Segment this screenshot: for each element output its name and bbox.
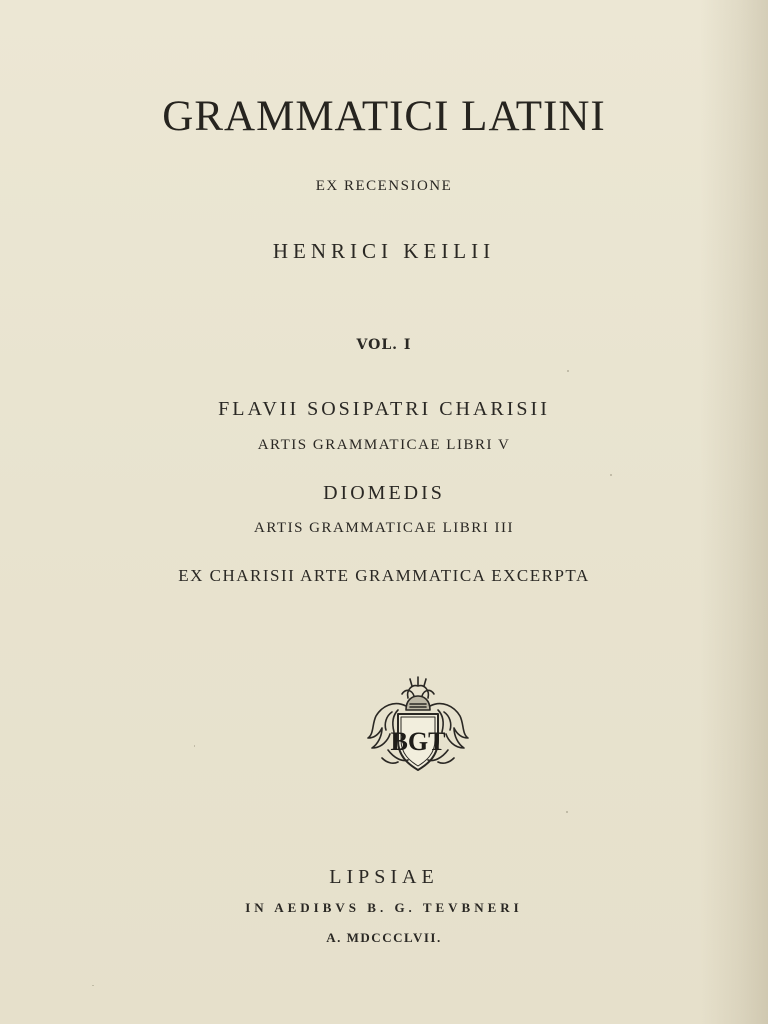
imprint-city: LIPSIAE bbox=[329, 866, 439, 888]
paper-speck bbox=[194, 745, 195, 747]
author-diomedes: DIOMEDIS bbox=[323, 482, 445, 504]
paper-speck bbox=[567, 370, 569, 372]
editor-name: HENRICI KEILII bbox=[272, 239, 496, 263]
imprint-publisher: IN AEDIBVS B. G. TEVBNERI bbox=[245, 900, 523, 915]
main-title: GRAMMATICI LATINI bbox=[162, 93, 606, 140]
excerpta-line: EX CHARISII ARTE GRAMMATICA EXCERPTA bbox=[178, 566, 590, 585]
emblem-monogram: BGT bbox=[390, 727, 446, 756]
paper-speck bbox=[92, 985, 94, 986]
paper-speck bbox=[610, 474, 612, 476]
volume-number: VOL. I bbox=[356, 337, 412, 353]
work-diomedes: ARTIS GRAMMATICAE LIBRI III bbox=[253, 520, 514, 536]
paper-speck bbox=[566, 811, 568, 813]
author-charisius: FLAVII SOSIPATRI CHARISII bbox=[218, 398, 550, 420]
publisher-device-emblem-icon bbox=[362, 676, 474, 776]
work-charisius: ARTIS GRAMMATICAE LIBRI V bbox=[257, 437, 511, 453]
recension-line: EX RECENSIONE bbox=[315, 178, 453, 194]
imprint-year: A. MDCCCLVII. bbox=[326, 930, 442, 945]
